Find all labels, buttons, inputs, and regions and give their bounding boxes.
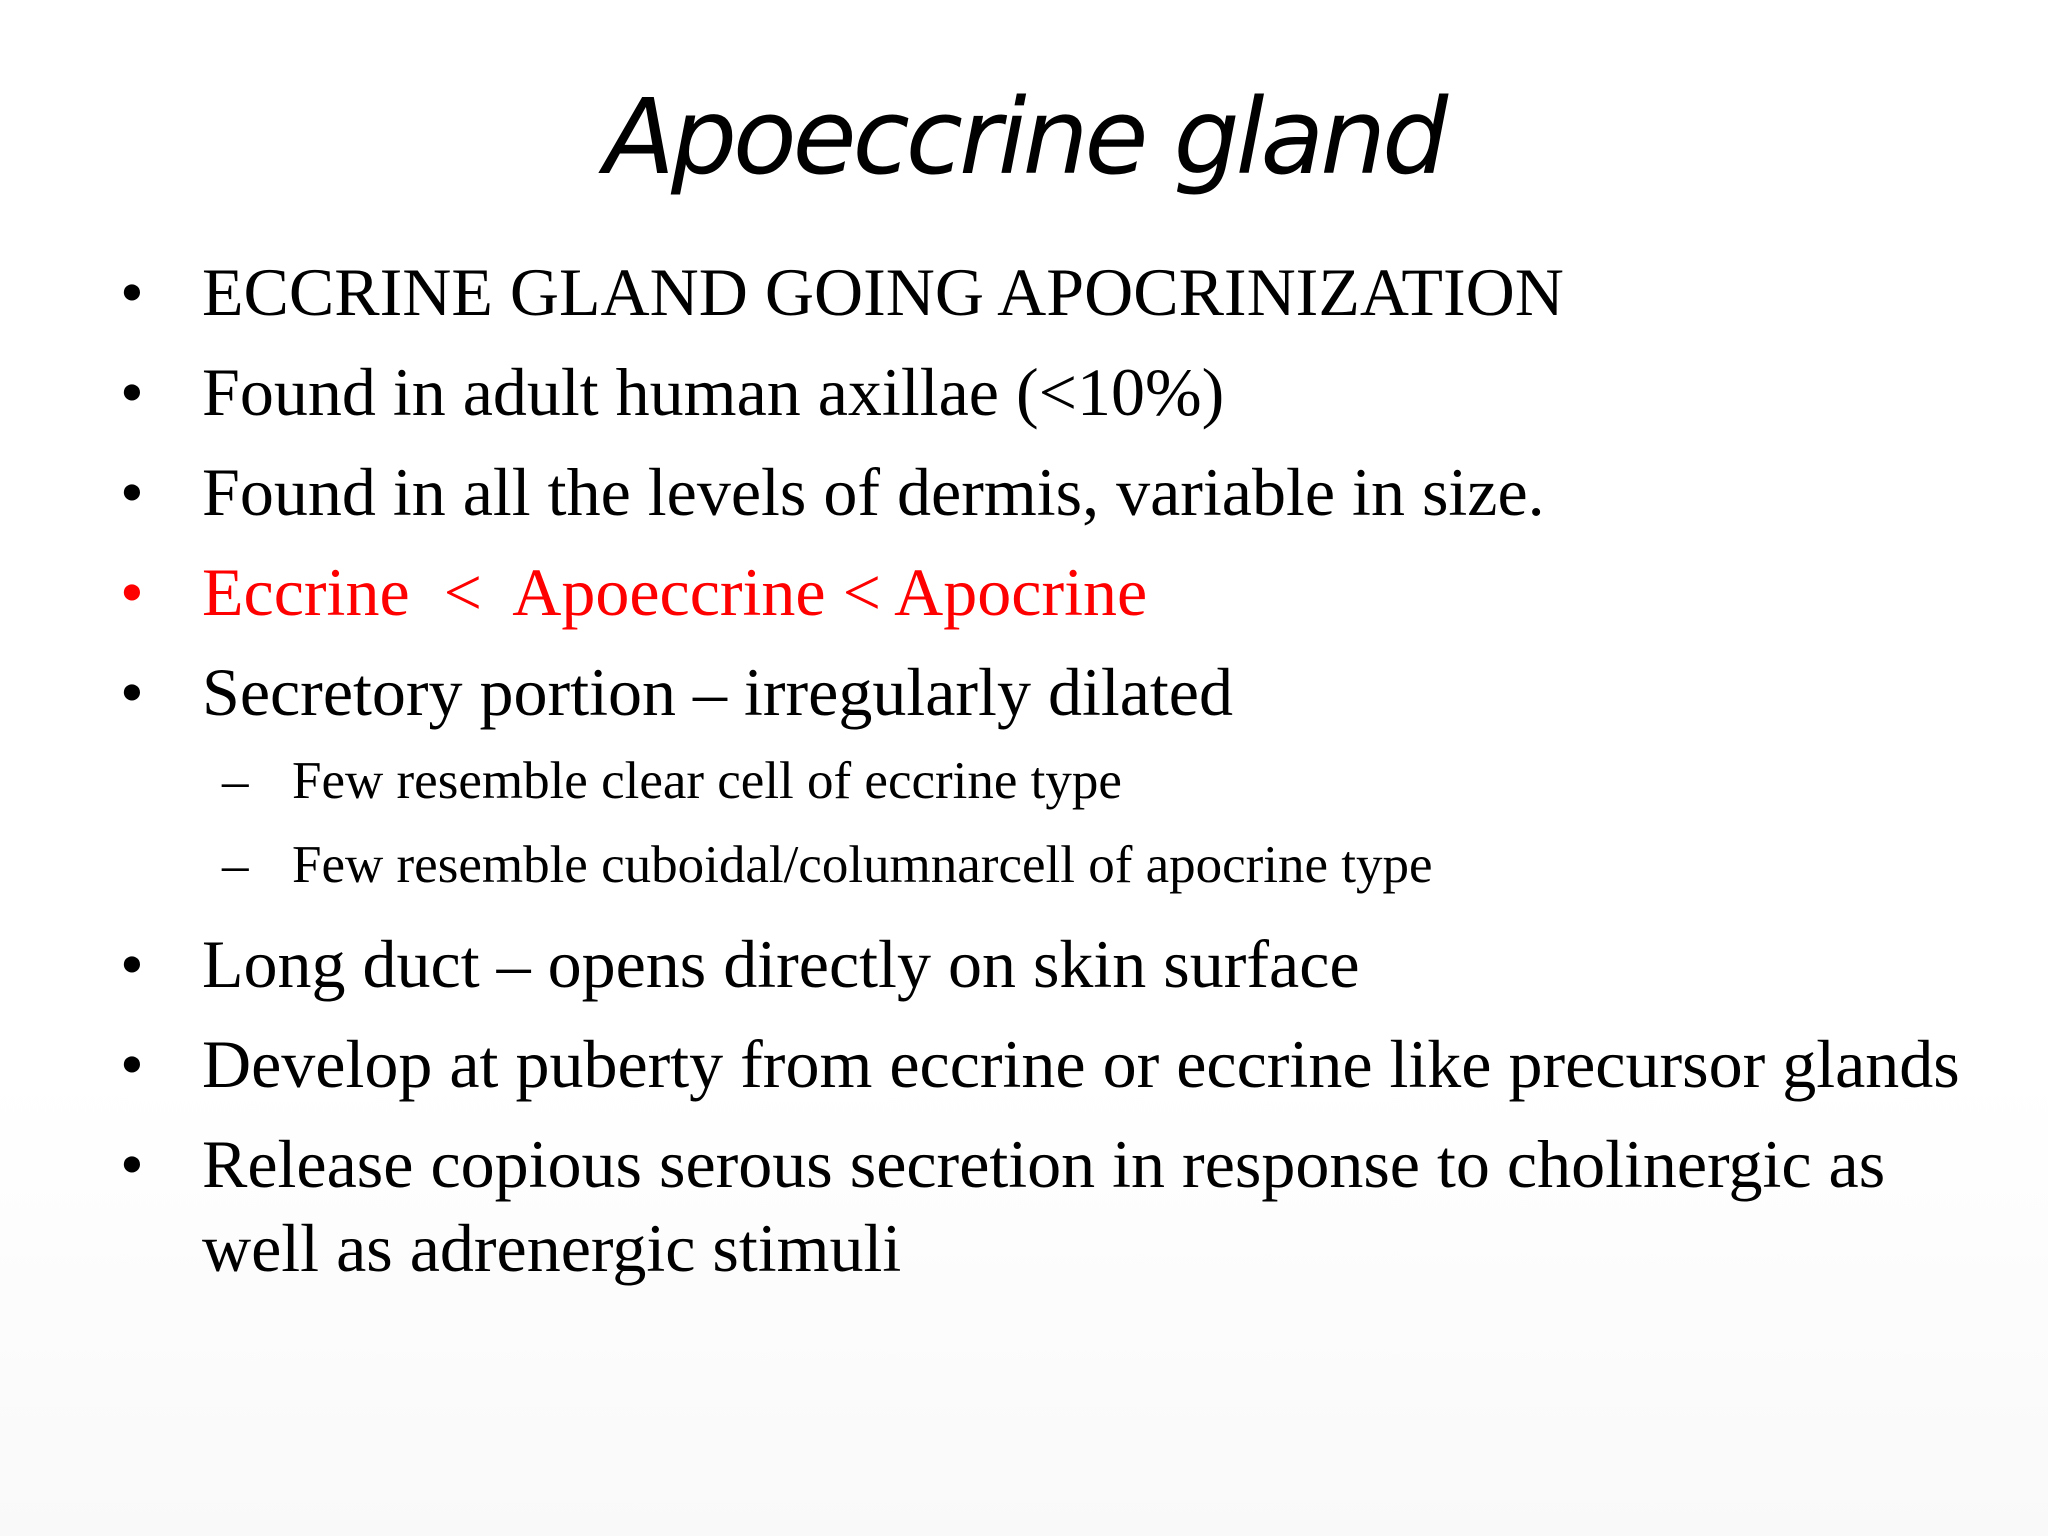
bullet-item xyxy=(110,1122,1960,1290)
bullet-item-highlight xyxy=(110,550,1960,634)
bullet-item xyxy=(110,350,1960,434)
bullet-marker: • xyxy=(120,1026,144,1102)
bullet-list xyxy=(110,250,1960,1306)
sub-bullet-item xyxy=(110,748,1960,814)
bullet-text: ECCRINE GLAND GOING APOCRINIZATION xyxy=(202,254,1564,330)
bullet-text: Secretory portion – irregularly dilated xyxy=(202,654,1233,730)
bullet-text: Release copious serous secretion in response to cholinergic as well as adrenergic stimuli xyxy=(202,1126,1886,1286)
bullet-item xyxy=(110,1022,1960,1106)
bullet-item xyxy=(110,650,1960,734)
bullet-item xyxy=(110,250,1960,334)
sub-bullet-item xyxy=(110,832,1960,898)
bullet-text: Long duct – opens directly on skin surface xyxy=(202,926,1360,1002)
bullet-marker: • xyxy=(120,654,144,730)
bullet-marker: • xyxy=(120,926,144,1002)
bullet-text: Develop at puberty from eccrine or eccrine like precursor glands xyxy=(202,1026,1960,1102)
sub-bullet-marker: – xyxy=(222,836,249,894)
sub-bullet-text: Few resemble cuboidal/columnarcell of apocrine type xyxy=(292,836,1433,894)
bullet-marker: • xyxy=(120,354,144,430)
bullet-text: Found in adult human axillae (<10%) xyxy=(202,354,1225,430)
bullet-text: Eccrine < Apoeccrine < Apocrine xyxy=(202,554,1148,630)
bullet-marker: • xyxy=(120,254,144,330)
sub-bullet-text: Few resemble clear cell of eccrine type xyxy=(292,752,1122,810)
sub-bullet-marker: – xyxy=(222,752,249,810)
bullet-text: Found in all the levels of dermis, variable in size. xyxy=(202,454,1545,530)
slide-title: Apoeccrine gland xyxy=(603,76,1445,198)
bullet-marker: • xyxy=(120,554,144,630)
bullet-marker: • xyxy=(120,454,144,530)
bullet-item xyxy=(110,922,1960,1006)
bullet-marker: • xyxy=(120,1126,144,1202)
bullet-item xyxy=(110,450,1960,534)
